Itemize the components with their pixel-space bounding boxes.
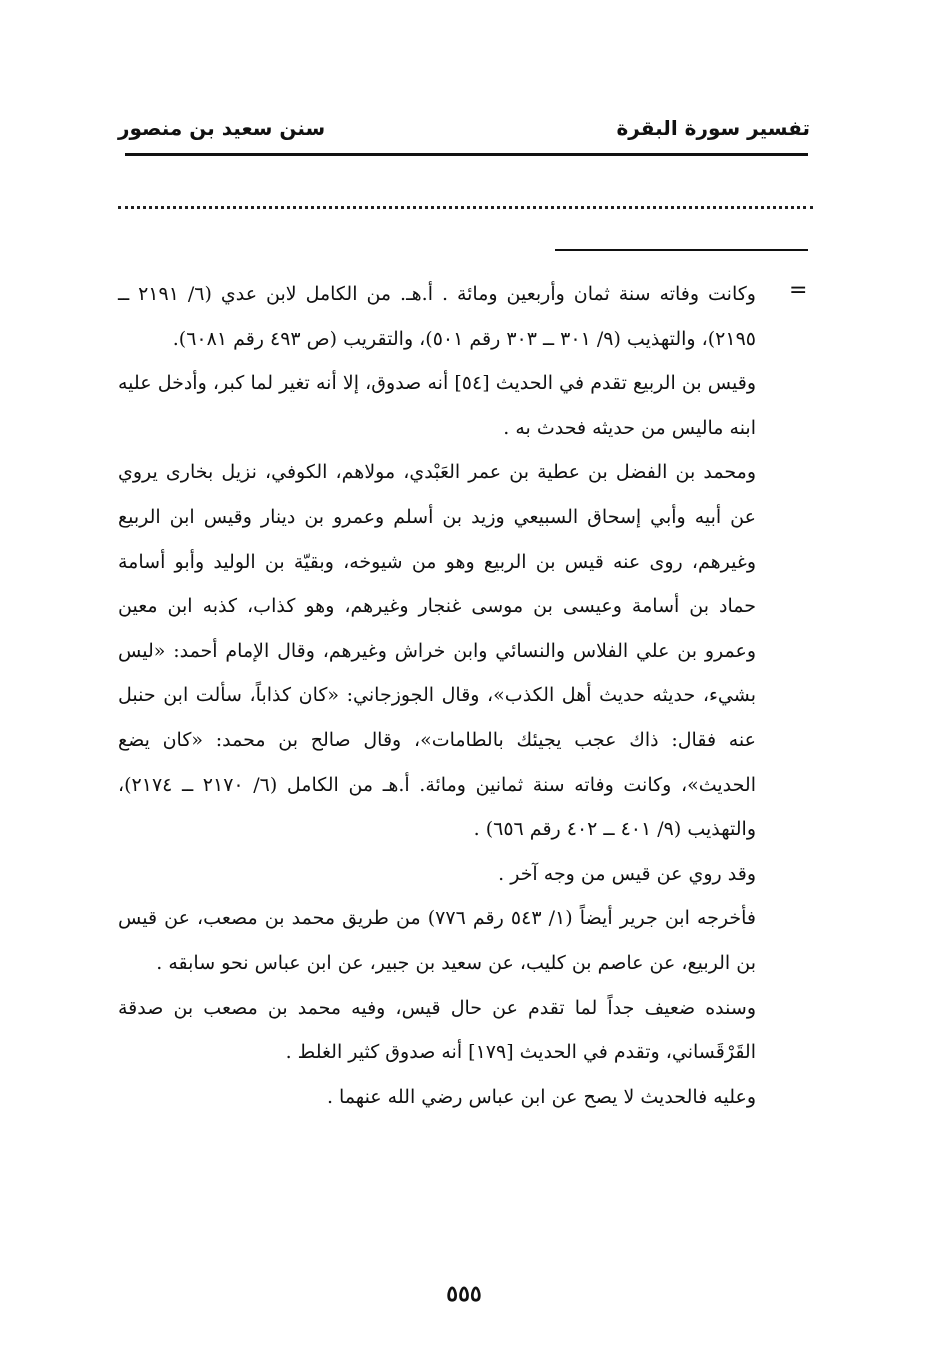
header-book-title: سنن سعيد بن منصور — [118, 116, 326, 140]
paragraph: وقيس بن الربيع تقدم في الحديث [٥٤] أنه صدوق، إلا أنه تغير لما كبر، وأدخل عليه ابنه ماليس من حديثه فحدث به . — [118, 372, 757, 439]
paragraph: وكانت وفاته سنة ثمان وأربعين ومائة . أ.هـ. من الكامل لابن عدي (٦/ ٢١٩١ ــ ٢١٩٥)، والتهذيب (٩/ ٣٠١ ــ ٣٠٣ رقم ٥٠١)، والتقريب (ص ٤٩٣ رقم ٦٠٨١). — [118, 283, 756, 350]
footnote-rule — [555, 249, 808, 251]
continuation-mark: = — [789, 278, 808, 303]
header-chapter-title: تفسير سورة البقرة — [616, 116, 810, 140]
page-number: ٥٥٥ — [446, 1281, 482, 1307]
running-header — [118, 108, 810, 148]
paragraph: وعليه فالحديث لا يصح عن ابن عباس رضي الله عنهما . — [326, 1085, 756, 1108]
paragraph: ومحمد بن الفضل بن عطية بن عمر العَبْدي، مولاهم، الكوفي، نزيل بخارى يروي عن أبيه وأبي إسحاق السبيعي وزيد بن أسلم وعمرو بن دينار وقيس ابن الربيع وغيرهم، روى عنه قيس بن الربيع وهو من شيوخه، وبقيّة بن الوليد وأبو أسامة حماد بن أسامة وعيسى بن موسى غنجار وغيرهم، وهو كذاب، كذبه ابن معين وعمرو بن علي الفلاس والنسائي وابن خراش وغيرهم، وقال الإمام أحمد: «ليس بشيء، حديثه حديث أهل الكذب»، وقال الجوزجاني: «كان كذاباً، سألت ابن حنبل عنه فقال: ذاك عجب يجيئك بالطامات»، وقال صالح بن محمد: «كان يضع الحديث»، وكانت وفاته سنة ثمانين ومائة. أ.هـ من الكامل (٦/ ٢١٧٠ ــ ٢١٧٤)، والتهذيب (٩/ ٤٠١ ــ ٤٠٢ رقم ٦٥٦) . — [118, 461, 756, 841]
paragraph: فأخرجه ابن جرير أيضاً (١/ ٥٤٣ رقم ٧٧٦) من طريق محمد بن مصعب، عن قيس بن الربيع، عن عاصم بن كليب، عن سعيد بن جبير، عن ابن عباس نحو سابقه . — [118, 907, 757, 974]
header-rule — [125, 153, 808, 156]
footnote-body — [118, 272, 756, 1119]
paragraph: وسنده ضعيف جداً لما تقدم عن حال قيس، وفيه محمد بن مصعب بن صدقة القَرْقَساني، وتقدم في الحديث [١٧٩] أنه صدوق كثير الغلط . — [118, 996, 756, 1064]
paragraph: وقد روي عن قيس من وجه آخر . — [498, 862, 756, 885]
dotted-separator — [118, 206, 813, 209]
